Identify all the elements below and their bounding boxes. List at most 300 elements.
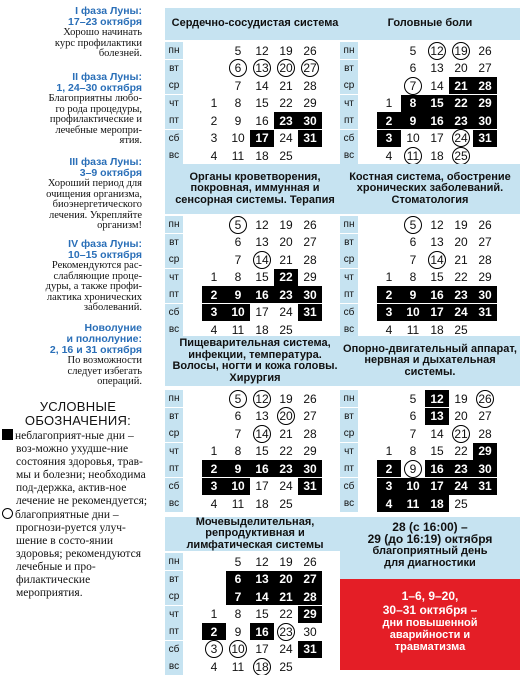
day-value: 26 xyxy=(478,43,492,58)
day-number xyxy=(425,147,449,164)
unfavorable-day xyxy=(298,130,322,147)
day-value: 27 xyxy=(303,235,317,249)
unfavorable-day xyxy=(425,495,449,512)
weekday-label: вс xyxy=(165,321,183,338)
unfavorable-day xyxy=(425,408,449,425)
unfavorable-day xyxy=(274,269,298,286)
day-value: 25 xyxy=(279,148,293,163)
day-value: 2 xyxy=(210,624,218,639)
day-number xyxy=(425,425,449,442)
unfavorable-day xyxy=(473,77,497,94)
day-value: 22 xyxy=(279,270,293,284)
day-number xyxy=(377,95,401,112)
phase-dates: 17–23 октября xyxy=(68,16,142,28)
favorable-day xyxy=(473,390,497,407)
weekday-label: вс xyxy=(165,495,183,512)
weekday-label: пт xyxy=(340,112,358,129)
day-value: 4 xyxy=(210,148,218,163)
day-number xyxy=(274,42,298,59)
day-number xyxy=(401,130,425,147)
empty-cell xyxy=(202,77,226,94)
day-value: 2 xyxy=(385,287,393,302)
unfavorable-day xyxy=(274,588,298,605)
day-number xyxy=(274,130,298,147)
unfavorable-day xyxy=(425,390,449,407)
weekday-label: пт xyxy=(340,286,358,303)
day-number xyxy=(274,641,298,658)
weekday-label: вт xyxy=(165,571,183,588)
weekday-label: вт xyxy=(165,234,183,251)
day-number xyxy=(298,408,322,425)
day-value: 8 xyxy=(409,444,417,458)
unfavorable-day xyxy=(473,112,497,129)
day-value: 23 xyxy=(454,113,468,128)
day-value: 22 xyxy=(279,96,293,110)
phase-text-line: Хороший период для xyxy=(47,178,142,189)
legend-title: УСЛОВНЫЕ xyxy=(39,399,117,414)
phase-text-line: лечения. Укрепляйте xyxy=(49,209,142,221)
day-value: 28 xyxy=(303,589,317,604)
day-value: 2 xyxy=(210,461,218,476)
favorable-day xyxy=(250,390,274,407)
weekday-label: вт xyxy=(340,60,358,77)
weekday-label: чт xyxy=(165,606,183,623)
phase-text-line: слабляющие проце- xyxy=(53,270,142,282)
unfavorable-day xyxy=(449,77,473,94)
day-value: 14 xyxy=(430,78,444,93)
day-value: 2 xyxy=(210,287,218,302)
day-value: 9 xyxy=(409,113,417,128)
favorable-day xyxy=(449,147,473,164)
favorable-day xyxy=(226,60,250,77)
weekday-label: пн xyxy=(340,216,358,233)
panel-title: Органы кроветворения, покровная, иммунная и сенсорная системы. Терапия xyxy=(165,164,345,214)
day-value: 6 xyxy=(409,409,417,423)
phase-text-line: По возможности xyxy=(67,355,142,366)
day-value: 21 xyxy=(279,252,293,267)
day-value: 8 xyxy=(234,270,242,284)
unfavorable-day xyxy=(473,130,497,147)
unfavorable-day xyxy=(298,588,322,605)
favorable-day xyxy=(449,130,473,147)
day-value: 31 xyxy=(303,305,317,319)
day-value: 31 xyxy=(478,131,492,145)
day-value: 14 xyxy=(430,426,444,441)
favorable-day xyxy=(274,408,298,425)
unfavorable-day xyxy=(298,286,322,303)
weekday-label: ср xyxy=(340,77,358,94)
day-value: 1 xyxy=(210,96,218,110)
day-number xyxy=(425,216,449,233)
day-value: 24 xyxy=(279,131,293,145)
day-value: 18 xyxy=(430,148,444,163)
favorable-day xyxy=(226,641,250,658)
day-value: 1 xyxy=(210,444,218,458)
weekday-label: вс xyxy=(340,147,358,164)
day-value: 14 xyxy=(428,251,446,269)
day-number xyxy=(298,216,322,233)
day-number xyxy=(449,251,473,268)
weekday-label: сб xyxy=(165,130,183,147)
weekday-label: пн xyxy=(340,42,358,59)
unfavorable-day xyxy=(202,478,226,495)
diagnostics-line: благоприятный день xyxy=(372,545,488,557)
phase-text-line: следует избегать xyxy=(67,365,142,377)
day-value: 9 xyxy=(409,287,417,302)
weekday-label: сб xyxy=(340,130,358,147)
legend-good-text: благоприятные дни – прогнози-руется улуч-шение в состо-янии здоровья; рекомендуются лечебные и про-филактические мероприятия. xyxy=(15,509,141,599)
weekday-label: чт xyxy=(165,95,183,112)
day-value: 10 xyxy=(229,640,247,658)
day-value: 26 xyxy=(303,391,317,406)
day-value: 5 xyxy=(229,390,247,408)
day-value: 12 xyxy=(255,43,269,58)
day-value: 2 xyxy=(210,113,218,128)
day-value: 25 xyxy=(452,147,470,165)
day-value: 5 xyxy=(409,391,417,406)
day-number xyxy=(377,443,401,460)
day-number xyxy=(449,390,473,407)
day-value: 19 xyxy=(279,554,293,569)
day-number xyxy=(449,408,473,425)
unfavorable-day xyxy=(401,478,425,495)
day-number xyxy=(298,77,322,94)
day-number xyxy=(274,478,298,495)
day-value: 5 xyxy=(234,554,242,569)
empty-cell xyxy=(377,234,401,251)
day-value: 17 xyxy=(430,131,444,145)
day-value: 14 xyxy=(255,78,269,93)
day-value: 22 xyxy=(454,96,468,110)
weekday-label: вт xyxy=(165,408,183,425)
day-value: 31 xyxy=(478,305,492,319)
day-value: 7 xyxy=(234,589,242,604)
day-number xyxy=(473,216,497,233)
phase-text-line: Благоприятны любо- xyxy=(48,93,142,104)
empty-cell xyxy=(202,571,226,588)
day-value: 26 xyxy=(478,217,492,232)
day-number xyxy=(274,658,298,675)
day-number xyxy=(202,606,226,623)
weekday-label: ср xyxy=(165,588,183,605)
day-number xyxy=(226,553,250,570)
phase-dates: 10–15 октября xyxy=(68,249,142,261)
black-square-icon xyxy=(2,429,13,440)
day-number xyxy=(274,443,298,460)
unfavorable-day xyxy=(377,495,401,512)
legend xyxy=(0,400,156,600)
day-number xyxy=(473,60,497,77)
empty-cell xyxy=(377,77,401,94)
diagnostics-box xyxy=(340,517,520,579)
unfavorable-day xyxy=(449,112,473,129)
favorable-day xyxy=(401,216,425,233)
day-number xyxy=(250,553,274,570)
unfavorable-day xyxy=(298,606,322,623)
unfavorable-day xyxy=(449,478,473,495)
day-number xyxy=(202,112,226,129)
day-value: 21 xyxy=(452,425,470,443)
day-value: 31 xyxy=(303,131,317,145)
day-value: 16 xyxy=(255,113,269,128)
unfavorable-day xyxy=(298,571,322,588)
day-value: 3 xyxy=(210,479,218,493)
day-value: 29 xyxy=(478,444,492,458)
day-value: 10 xyxy=(406,305,420,319)
day-value: 30 xyxy=(303,113,317,128)
day-value: 28 xyxy=(303,426,317,441)
weekday-label: чт xyxy=(340,443,358,460)
day-value: 2 xyxy=(385,461,393,476)
day-value: 21 xyxy=(454,252,468,267)
day-value: 7 xyxy=(234,252,242,267)
unfavorable-day xyxy=(202,286,226,303)
unfavorable-day xyxy=(401,304,425,321)
empty-cell xyxy=(377,408,401,425)
day-value: 1 xyxy=(385,444,393,458)
day-value: 15 xyxy=(430,444,444,458)
day-number xyxy=(250,495,274,512)
unfavorable-day xyxy=(250,130,274,147)
day-value: 15 xyxy=(255,270,269,284)
phase-title: IV фаза Луны: xyxy=(68,238,142,250)
day-number xyxy=(449,269,473,286)
day-value: 20 xyxy=(454,235,468,249)
empty-cell xyxy=(202,234,226,251)
diagnostics-line: для диагностики xyxy=(384,557,476,569)
unfavorable-day xyxy=(298,304,322,321)
unfavorable-day xyxy=(274,112,298,129)
day-value: 28 xyxy=(303,78,317,93)
day-value: 6 xyxy=(409,61,417,75)
favorable-day xyxy=(298,60,322,77)
weekday-label: сб xyxy=(165,304,183,321)
day-number xyxy=(377,269,401,286)
day-number xyxy=(298,443,322,460)
day-value: 24 xyxy=(279,642,293,656)
day-value: 30 xyxy=(478,461,492,476)
day-value: 14 xyxy=(255,589,269,604)
day-value: 28 xyxy=(478,78,492,93)
favorable-day xyxy=(250,658,274,675)
day-value: 4 xyxy=(385,322,393,337)
phase-text-line: Хорошо начинать xyxy=(63,27,142,38)
empty-cell xyxy=(377,42,401,59)
day-number xyxy=(274,234,298,251)
day-value: 16 xyxy=(430,113,444,128)
day-number xyxy=(274,425,298,442)
day-value: 7 xyxy=(409,252,417,267)
day-value: 12 xyxy=(428,42,446,60)
day-value: 12 xyxy=(253,390,271,408)
day-value: 28 xyxy=(478,426,492,441)
empty-cell xyxy=(202,553,226,570)
day-value: 22 xyxy=(279,444,293,458)
unfavorable-day xyxy=(449,304,473,321)
day-value: 8 xyxy=(409,96,417,110)
weekday-label: пт xyxy=(165,460,183,477)
phase-text-line: болезней. xyxy=(98,48,142,59)
phase-text-line: операций. xyxy=(97,376,142,387)
calendar-panel xyxy=(165,515,345,674)
day-number xyxy=(250,443,274,460)
day-value: 13 xyxy=(430,235,444,249)
calendar-panel xyxy=(340,164,520,337)
favorable-day xyxy=(202,641,226,658)
legend-bad-days xyxy=(16,429,156,508)
day-number xyxy=(298,623,322,640)
phase-2 xyxy=(0,72,158,147)
day-value: 19 xyxy=(454,391,468,406)
day-number xyxy=(274,251,298,268)
weekday-label: ср xyxy=(340,425,358,442)
day-number xyxy=(298,269,322,286)
day-value: 15 xyxy=(430,96,444,110)
day-value: 24 xyxy=(279,305,293,319)
day-value: 1 xyxy=(385,96,393,110)
day-value: 18 xyxy=(255,148,269,163)
day-value: 7 xyxy=(234,78,242,93)
day-value: 14 xyxy=(253,425,271,443)
day-value: 27 xyxy=(478,235,492,249)
day-number xyxy=(226,495,250,512)
unfavorable-day xyxy=(250,571,274,588)
day-value: 14 xyxy=(253,251,271,269)
day-number xyxy=(226,425,250,442)
favorable-day xyxy=(250,60,274,77)
day-value: 11 xyxy=(231,322,245,337)
day-value: 23 xyxy=(279,287,293,302)
empty-cell xyxy=(377,425,401,442)
day-value: 2 xyxy=(385,113,393,128)
day-value: 18 xyxy=(253,658,271,675)
empty-cell xyxy=(377,60,401,77)
weekday-label: пт xyxy=(165,112,183,129)
weekday-label: ср xyxy=(165,425,183,442)
day-value: 10 xyxy=(231,305,245,319)
weekday-label: вс xyxy=(165,658,183,675)
day-value: 31 xyxy=(303,642,317,656)
phase-title: II фаза Луны: xyxy=(72,71,142,83)
legend-title: ОБОЗНАЧЕНИЯ: xyxy=(24,413,132,428)
weekday-label: вс xyxy=(340,321,358,338)
day-value: 5 xyxy=(404,216,422,234)
day-number xyxy=(274,147,298,164)
phase-3 xyxy=(0,157,158,232)
phase-text-line: курс профилактики xyxy=(54,37,142,49)
empty-cell xyxy=(202,60,226,77)
calendar-panel xyxy=(165,336,345,511)
day-value: 6 xyxy=(234,409,242,423)
unfavorable-day xyxy=(425,95,449,112)
day-value: 23 xyxy=(279,113,293,128)
day-value: 29 xyxy=(303,270,317,284)
unfavorable-day xyxy=(226,304,250,321)
unfavorable-day xyxy=(425,460,449,477)
day-number xyxy=(202,95,226,112)
unfavorable-day xyxy=(274,460,298,477)
phase-title: I фаза Луны: xyxy=(75,5,142,17)
day-number xyxy=(250,478,274,495)
empty-cell xyxy=(202,42,226,59)
unfavorable-day xyxy=(473,443,497,460)
day-value: 16 xyxy=(255,287,269,302)
day-value: 22 xyxy=(454,270,468,284)
day-value: 20 xyxy=(279,235,293,249)
day-number xyxy=(250,95,274,112)
unfavorable-day xyxy=(425,478,449,495)
unfavorable-day xyxy=(226,286,250,303)
day-value: 3 xyxy=(205,640,223,658)
unfavorable-day xyxy=(377,130,401,147)
day-number xyxy=(401,425,425,442)
day-value: 3 xyxy=(210,305,218,319)
accident-line: 1–6, 9–20, xyxy=(401,589,459,603)
unfavorable-day xyxy=(202,460,226,477)
favorable-day xyxy=(274,623,298,640)
day-number xyxy=(298,425,322,442)
day-value: 18 xyxy=(430,496,444,511)
day-number xyxy=(449,443,473,460)
favorable-day xyxy=(449,42,473,59)
day-number xyxy=(377,147,401,164)
day-number xyxy=(274,553,298,570)
unfavorable-day xyxy=(274,571,298,588)
calendar-panel xyxy=(340,8,520,163)
weekday-label: пн xyxy=(165,553,183,570)
day-value: 6 xyxy=(409,235,417,249)
day-number xyxy=(250,112,274,129)
unfavorable-day xyxy=(473,304,497,321)
day-value: 24 xyxy=(279,479,293,493)
phase-text-line: ятия. xyxy=(119,135,142,146)
day-number xyxy=(226,606,250,623)
day-value: 16 xyxy=(255,461,269,476)
phase-text-line: лечебные меропри- xyxy=(55,124,142,136)
unfavorable-day xyxy=(202,623,226,640)
panel-title: Головные боли xyxy=(340,8,520,40)
day-value: 31 xyxy=(303,479,317,493)
unfavorable-day xyxy=(401,495,425,512)
phase-text-line: биоэнергетического xyxy=(52,199,142,210)
day-value: 11 xyxy=(406,496,420,511)
day-number xyxy=(202,443,226,460)
weekday-label: пн xyxy=(165,390,183,407)
day-value: 25 xyxy=(454,496,468,511)
day-value: 19 xyxy=(279,217,293,232)
weekday-label: вт xyxy=(165,60,183,77)
day-number xyxy=(425,443,449,460)
day-value: 16 xyxy=(430,287,444,302)
diagnostics-line: 29 (до 16:19) октября xyxy=(367,532,493,546)
day-number xyxy=(226,251,250,268)
day-number xyxy=(473,234,497,251)
day-value: 16 xyxy=(430,461,444,476)
phase-text-line: дуры, а также профи- xyxy=(45,281,142,292)
weekday-label: сб xyxy=(340,478,358,495)
panel-title: Пищеварительная система, инфекции, температура. Волосы, ногти и кожа головы. Хирургия xyxy=(165,336,345,386)
day-number xyxy=(298,42,322,59)
day-value: 6 xyxy=(229,59,247,77)
day-number xyxy=(250,269,274,286)
weekday-label: пт xyxy=(165,623,183,640)
day-value: 18 xyxy=(255,496,269,511)
weekday-label: чт xyxy=(165,269,183,286)
day-value: 29 xyxy=(478,96,492,110)
weekday-label: сб xyxy=(340,304,358,321)
day-number xyxy=(202,658,226,675)
accident-line: травматизма xyxy=(394,641,466,653)
